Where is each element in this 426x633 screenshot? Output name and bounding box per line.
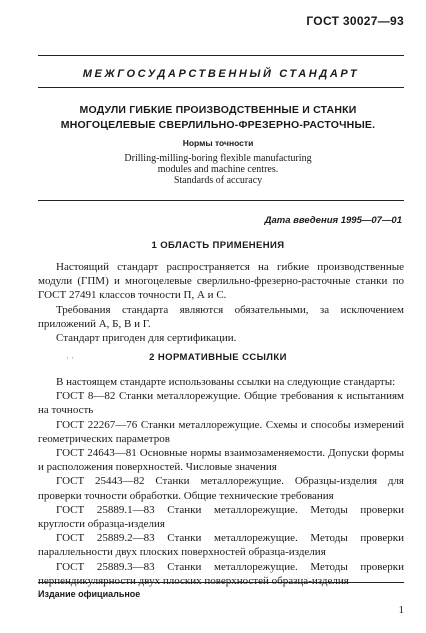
normative-reference: ГОСТ 25889.2—83 Станки металлорежущие. Методы проверки параллельности двух плоских поверхностей образца-изделия — [38, 532, 404, 559]
banner-rule — [38, 87, 404, 88]
english-title-line-2: modules and machine centres. — [157, 164, 279, 175]
normative-reference: ГОСТ 22267—76 Станки металлорежущие. Схемы и способы измерений геометрических параметров — [38, 418, 404, 445]
english-title-line-1: Drilling-milling-boring flexible manufacturing — [124, 153, 312, 164]
normative-reference: ГОСТ 25443—82 Станки металлорежущие. Образцы-изделия для проверки точности обработки. Общие технические требования — [38, 475, 404, 502]
english-title-line-3: Standards of accuracy — [173, 175, 263, 186]
title-line-2: МНОГОЦЕЛЕВЫЕ СВЕРЛИЛЬНО-ФРЕЗЕРНО-РАСТОЧНЫЕ. — [60, 119, 376, 131]
title-line-1: МОДУЛИ ГИБКИЕ ПРОИЗВОДСТВЕННЫЕ И СТАНКИ — [79, 104, 357, 116]
gost-number: ГОСТ 30027—93 — [306, 14, 404, 28]
section-1-paragraph: Требования стандарта являются обязательными, за исключением приложений А, Б, В и Г. — [38, 303, 404, 330]
section-2-intro: В настоящем стандарте использованы ссылки на следующие стандарты: — [56, 376, 396, 388]
section-1-heading: 1 ОБЛАСТЬ ПРИМЕНЕНИЯ — [151, 240, 285, 251]
title-rule — [38, 200, 404, 201]
official-edition-label: Издание официальное — [38, 589, 141, 599]
print-speck: · · — [66, 353, 75, 363]
title-subtitle: Нормы точности — [182, 138, 254, 148]
page-number: 1 — [398, 604, 404, 616]
section-2-body — [38, 375, 404, 588]
section-1-body — [38, 260, 404, 345]
section-1-paragraph: Стандарт пригоден для сертификации. — [56, 332, 237, 345]
introduction-date: Дата введения 1995—07—01 — [264, 215, 402, 226]
interstate-standard-banner: МЕЖГОСУДАРСТВЕННЫЙ СТАНДАРТ — [82, 68, 360, 80]
section-2-heading: 2 НОРМАТИВНЫЕ ССЫЛКИ — [149, 352, 287, 363]
normative-reference: ГОСТ 8—82 Станки металлорежущие. Общие требования к испытаниям на точность — [38, 390, 404, 417]
normative-reference: ГОСТ 25889.1—83 Станки металлорежущие. Методы проверки круглости образца-изделия — [38, 503, 404, 531]
footer-rule — [38, 582, 404, 583]
normative-reference: ГОСТ 25889.3—83 Станки металлорежущие. Методы проверки перпендикулярности двух плоских поверхностей образца-изделия — [38, 560, 404, 587]
section-1-paragraph: Настоящий стандарт распространяется на гибкие производственные модули (ГПМ) и многоцелевые сверлильно-фрезерно-расточные станки по ГОСТ 27491 классов точности П, А и С. — [38, 261, 404, 302]
normative-reference: ГОСТ 24643—81 Основные нормы взаимозаменяемости. Допуски формы и расположения поверхностей. Числовые значения — [38, 447, 404, 474]
top-rule — [38, 55, 404, 56]
